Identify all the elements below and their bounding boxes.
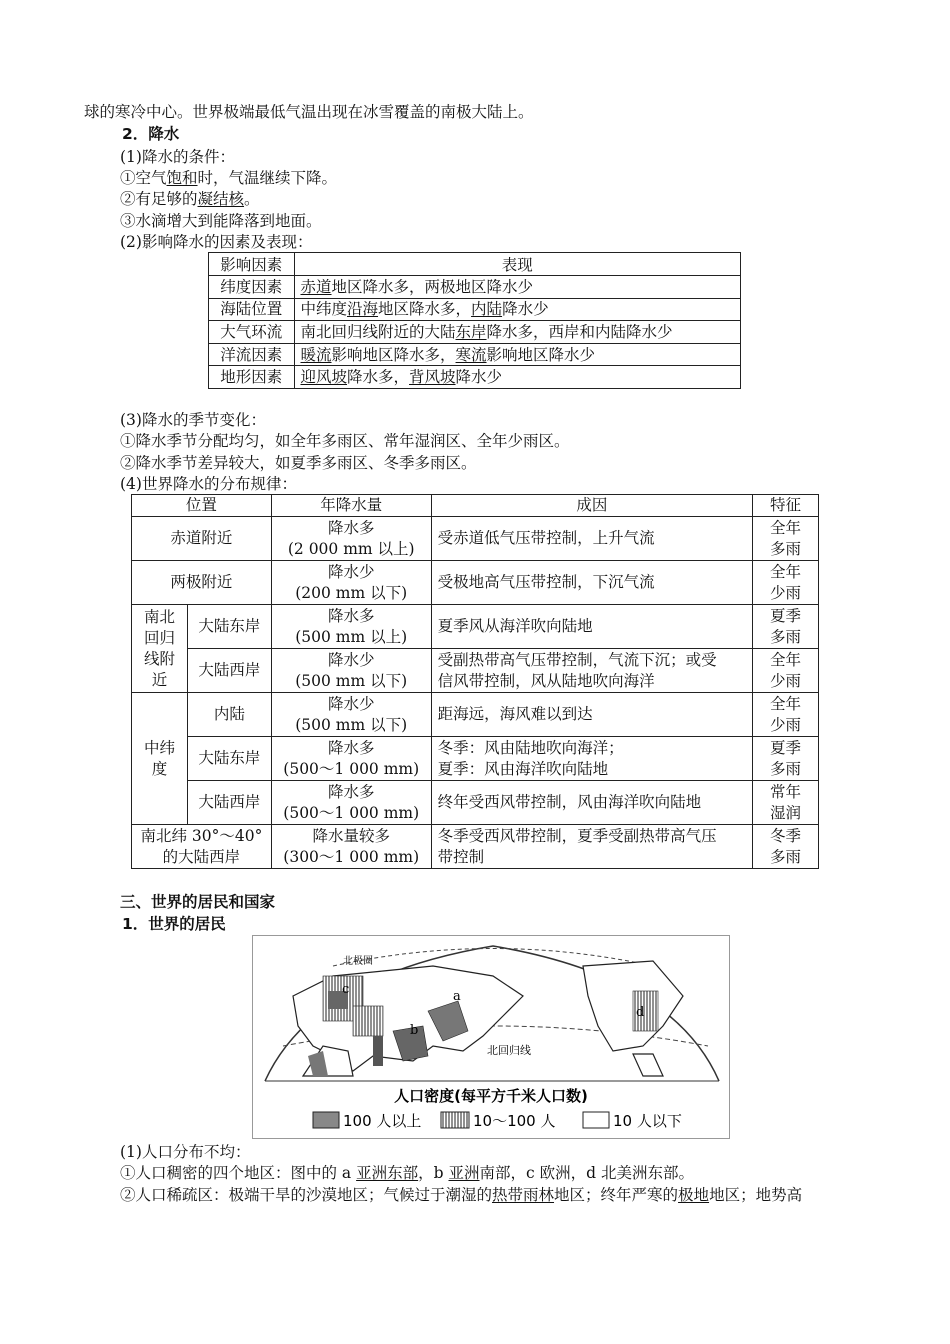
cell-line: 冬季：风由陆地吹向海洋；: [437, 738, 624, 757]
population-title: (1)人口分布不均：: [120, 1143, 251, 1161]
dist-subpos: 内陆: [187, 693, 271, 737]
condition-1: ①空气饱和时，气温继续下降。: [120, 169, 338, 187]
factor-performance: [294, 321, 741, 344]
cell-line: 的大陆西岸: [162, 847, 241, 866]
text-span: 降水少: [455, 368, 503, 387]
cell-line: (500～1 000 mm): [283, 759, 420, 778]
cell-line: 夏季风从海洋吹向陆地: [437, 617, 593, 635]
distribution-title: (4)世界降水的分布规律：: [120, 475, 297, 493]
text-span: 地区；终年严寒的: [554, 1186, 679, 1204]
underlined-term: 沿海: [347, 300, 379, 319]
factor-performance: [294, 276, 741, 299]
cell-line: 受赤道低气压带控制，上升气流: [437, 529, 655, 547]
season-1: ①降水季节分配均匀，如全年多雨区、常年湿润区、全年少雨区。: [120, 432, 570, 450]
condition-2: ②有足够的凝结核。: [120, 190, 260, 208]
underlined-term: 亚洲: [448, 1164, 480, 1182]
cell-line: (200 mm 以下): [295, 583, 408, 602]
cell-line: 南北: [143, 607, 175, 626]
population-sparse: [120, 1185, 802, 1205]
cell-line: 湿润: [770, 803, 802, 822]
dist-row-30-40: [132, 825, 819, 869]
conditions-title: (1)降水的条件：: [120, 148, 235, 166]
factor-performance: [294, 343, 741, 366]
cell-line: (500 mm 以下): [295, 715, 408, 734]
map-label-d: d: [636, 1005, 645, 1020]
mideast-medium-density: [353, 1006, 383, 1036]
legend-label-low: 10 人以下: [613, 1112, 682, 1130]
cell-line: 降水少: [327, 694, 375, 713]
factor-name: 大气环流: [209, 321, 295, 344]
dist-subpos: 大陆西岸: [187, 649, 271, 693]
dist-pos: 赤道附近: [132, 517, 272, 561]
map-label-arctic: 北极圈: [343, 956, 373, 967]
condition-3: ③水滴增大到能降落到地面。: [120, 212, 322, 230]
dist-pos: [132, 825, 272, 869]
text-span: 南北回归线附近的大陆: [300, 322, 456, 341]
factors-row: [209, 366, 741, 389]
cell-line: 中纬: [143, 738, 175, 757]
factors-row: [209, 298, 741, 321]
cell-line: 冬季: [770, 826, 802, 845]
text-span: 影响地区降水多，: [331, 345, 456, 364]
dist-feature: [753, 825, 819, 869]
dist-cause: [431, 649, 752, 693]
cell-line: 带控制: [437, 847, 485, 866]
dist-feature: [753, 517, 819, 561]
dist-row-mid-east: [132, 737, 819, 781]
text-span: ①人口稠密的四个地区：图中的 a: [120, 1164, 357, 1182]
factor-name: 海陆位置: [209, 298, 295, 321]
legend-title: 人口密度(每平方千米人口数): [394, 1087, 588, 1105]
dist-feature: [753, 561, 819, 605]
underlined-term: 寒流: [455, 345, 487, 364]
legend-swatch-high: [313, 1112, 339, 1128]
factor-name: 地形因素: [209, 366, 295, 389]
factors-row: [209, 343, 741, 366]
dist-group-tropics: [132, 605, 188, 693]
dist-header-cause: 成因: [431, 495, 752, 517]
cell-line: 夏季: [770, 606, 802, 625]
dist-header-position: 位置: [132, 495, 272, 517]
dist-feature: [753, 693, 819, 737]
dist-amount: [271, 693, 431, 737]
legend-label-medium: 10～100 人: [473, 1112, 556, 1130]
underlined-term: 东岸: [455, 322, 487, 341]
cell-line: 降水量较多: [312, 826, 390, 845]
dist-cause: [431, 781, 752, 825]
cell-line: 南北纬 30°～40°: [140, 826, 263, 845]
dist-amount: [271, 561, 431, 605]
cell-line: 受副热带高气压带控制，气流下沉；或受: [437, 650, 717, 669]
dist-header-amount: 年降水量: [271, 495, 431, 517]
dist-amount: [271, 737, 431, 781]
cell-line: 全年: [770, 518, 802, 537]
legend-label-high: 100 人以上: [343, 1112, 422, 1130]
factors-title: (2)影响降水的因素及表现：: [120, 233, 313, 251]
dist-amount: [271, 605, 431, 649]
cell-line: 度: [151, 759, 168, 778]
factor-performance: [294, 366, 741, 389]
cell-line: 降水多: [327, 738, 375, 757]
text-span: 降水少: [502, 300, 549, 319]
cell-line: 多雨: [770, 847, 802, 866]
distribution-table: [131, 494, 819, 869]
cell-line: 近: [151, 670, 168, 689]
cell-line: (500 mm 以下): [295, 671, 408, 690]
population-dense: [120, 1163, 694, 1183]
dist-amount: [271, 517, 431, 561]
factors-table: [208, 252, 741, 389]
underlined-term: 极地: [678, 1186, 710, 1204]
cell-line: 降水少: [327, 650, 375, 669]
underlined-term: 迎风坡: [300, 368, 348, 387]
dist-feature: [753, 649, 819, 693]
text-span: 地区；地势高: [709, 1186, 803, 1204]
cell-line: 夏季: [770, 738, 802, 757]
south-america-shape: [633, 1054, 663, 1076]
cell-line: 冬季受西风带控制，夏季受副热带高气压: [437, 826, 717, 845]
map-svg: [253, 936, 729, 1138]
dist-amount: [271, 825, 431, 869]
map-label-tropic: 北回归线: [487, 1044, 531, 1057]
legend-swatch-medium: [441, 1112, 469, 1128]
cell-line: 线附: [143, 649, 175, 668]
cell-line: 常年: [770, 782, 802, 801]
cell-line: 夏季：风由海洋吹向陆地: [437, 759, 609, 778]
factors-row: [209, 321, 741, 344]
cell-line: 全年: [770, 650, 802, 669]
factors-header-performance: 表现: [294, 253, 741, 276]
dist-subpos: 大陆西岸: [187, 781, 271, 825]
cell-line: 多雨: [770, 627, 802, 646]
season-title: (3)降水的季节变化：: [120, 411, 266, 429]
dist-cause: [431, 825, 752, 869]
legend-swatch-low: [583, 1112, 609, 1128]
dist-pos: 两极附近: [132, 561, 272, 605]
dist-cause: [431, 561, 752, 605]
factors-row: [209, 276, 741, 299]
dist-row-tropic-west: [132, 649, 819, 693]
cell-line: 少雨: [770, 715, 802, 734]
dist-cause: [431, 517, 752, 561]
text-span: ②人口稀疏区：极端干旱的沙漠地区；气候过于潮湿的: [120, 1186, 493, 1204]
cell-line: 少雨: [770, 671, 802, 690]
cell-line: 多雨: [770, 539, 802, 558]
dist-cause: [431, 737, 752, 781]
dist-feature: [753, 605, 819, 649]
cell-line: 降水多: [327, 606, 375, 625]
cell-line: 降水多: [327, 518, 375, 537]
text-span: 地区降水多，: [378, 300, 472, 319]
dist-row-tropic-east: [132, 605, 819, 649]
nile-high-density: [373, 1036, 383, 1066]
map-label-b: b: [410, 1023, 419, 1038]
arctic-circle-line: [333, 949, 653, 967]
text-span: 降水多，西岸和内陆降水少: [486, 322, 673, 341]
underlined-term: 亚洲东部: [356, 1164, 419, 1182]
cell-line: (500～1 000 mm): [283, 803, 420, 822]
dist-feature: [753, 737, 819, 781]
dist-row-mid-inland: [132, 693, 819, 737]
dist-amount: [271, 649, 431, 693]
underlined-term: 内陆: [471, 300, 503, 319]
dist-row-poles: [132, 561, 819, 605]
underlined-term: 背风坡: [409, 368, 456, 387]
dist-subpos: 大陆东岸: [187, 737, 271, 781]
cell-line: 少雨: [770, 583, 802, 602]
dist-header-feature: 特征: [753, 495, 819, 517]
cell-line: 终年受西风带控制，风由海洋吹向陆地: [437, 793, 702, 811]
dist-row-equator: [132, 517, 819, 561]
cell-line: 降水多: [327, 782, 375, 801]
text-span: 影响地区降水少: [486, 345, 596, 364]
dist-row-mid-west: [132, 781, 819, 825]
cell-line: 降水少: [327, 562, 375, 581]
season-2: ②降水季节差异较大，如夏季多雨区、冬季多雨区。: [120, 454, 477, 472]
residents-subtitle: 1．世界的居民: [122, 915, 226, 933]
cell-line: 距海远，海风难以到达: [437, 705, 593, 723]
underlined-term: 暖流: [300, 345, 332, 364]
factor-name: 纬度因素: [209, 276, 295, 299]
cell-line: 回归: [143, 628, 175, 647]
cell-line: (300～1 000 mm): [283, 847, 420, 866]
cell-line: (500 mm 以上): [295, 627, 408, 646]
text-span: 南部，c 欧洲，d 北美洲东部。: [479, 1164, 694, 1182]
cell-line: 全年: [770, 562, 802, 581]
population-density-map: [252, 935, 730, 1139]
dist-amount: [271, 781, 431, 825]
text-span: 降水多，: [347, 368, 410, 387]
factor-performance: [294, 298, 741, 321]
cell-line: (2 000 mm 以上): [287, 539, 415, 558]
text-span: 地区降水多，两极地区降水少: [331, 277, 534, 296]
cell-line: 全年: [770, 694, 802, 713]
underlined-term: 赤道: [300, 277, 332, 296]
map-label-a: a: [453, 989, 461, 1004]
map-label-c: c: [342, 982, 350, 997]
cell-line: 信风带控制，风从陆地吹向海洋: [437, 671, 655, 690]
intro-line: 球的寒冷中心。世界极端最低气温出现在冰雪覆盖的南极大陆上。: [84, 103, 534, 121]
cell-line: 受极地高气压带控制，下沉气流: [437, 573, 655, 591]
dist-cause: [431, 605, 752, 649]
section-precipitation-title: 2．降水: [122, 125, 180, 143]
text-span: 中纬度: [300, 300, 348, 319]
factors-header-factor: 影响因素: [209, 253, 295, 276]
dist-group-midlat: [132, 693, 188, 825]
dist-cause: [431, 693, 752, 737]
dist-feature: [753, 781, 819, 825]
underlined-term: 热带雨林: [492, 1186, 555, 1204]
text-span: ，b: [418, 1164, 449, 1182]
dist-subpos: 大陆东岸: [187, 605, 271, 649]
factor-name: 洋流因素: [209, 343, 295, 366]
cell-line: 多雨: [770, 759, 802, 778]
section-residents-title: 三、世界的居民和国家: [120, 893, 276, 911]
